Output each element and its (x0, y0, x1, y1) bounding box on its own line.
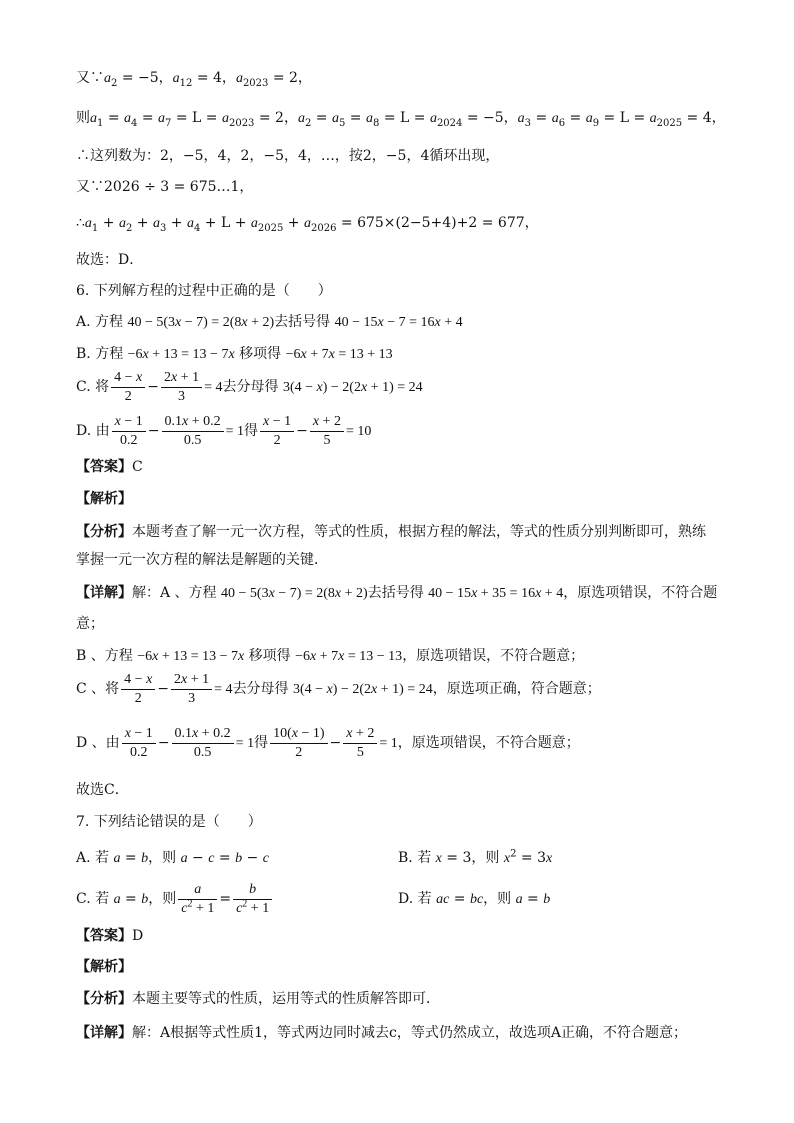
xiangjie-d: D 、由 $\frac{x - 1}{0.2}$ − $\frac{0.1x + 0.2}{0.5}$ = 1得 $\frac{10(x - 1)}{2}$ − $\frac{x + 2}{5}$ = 1，原选项错误，不符合题意； (76, 722, 580, 765)
line-content (398, 889, 409, 909)
line-content (398, 848, 409, 868)
xiangjie-text: 解：A根据等式性质1，等式两边同时减去c，等式仍然成立，故选项A正确，不符合题意； (132, 1025, 687, 1041)
fenxi-text: 本题考查了解一元一次方程，等式的性质，根据方程的解法，等式的性质分别判断即可，熟练 (132, 524, 706, 540)
line-content (76, 312, 109, 332)
fenxi-tag: 【分析】 (76, 524, 132, 540)
fenxi-line (76, 989, 440, 1009)
text-line: 则$a_1 = a_4 = a_7 = L = a_{2023} = 2$，$a_2 = a_5 = a_8 = L = a_{2024} = -5$，$a_3 = a_6 = a_9 = L = a_{2025} = 4$， (76, 110, 726, 129)
line-content (76, 108, 122, 128)
text-line: $\therefore a_1 + a_2 + a_3 + a_4 + L + a_{2025} + a_{2026} = 675\times(2-5+4)+2 = 677$， (76, 215, 539, 234)
xiangjie-b: B 、方程 −6x + 13 = 13 − 7x 移项得 −6x + 7x = 13 − 13，原选项错误，不符合题意； (76, 648, 585, 664)
line-content (76, 213, 109, 233)
option-d: D. 由 $\frac{x - 1}{0.2}$ − $\frac{0.1x + 0.2}{0.5}$ = 1得 $\frac{x - 1}{2}$ − $\frac{x + 2}{5}$ = 10 (76, 410, 371, 453)
question-stem: 7. 下列结论错误的是（ ） (76, 814, 262, 830)
option-b: B. 方程 −6x + 13 = 13 − 7x 移项得 −6x + 7x = 13 + 13 (76, 346, 393, 362)
line-content (76, 878, 93, 920)
line-content (76, 344, 103, 364)
xiangjie-line: 【详解】 解：A 、方程 40 − 5(3x − 7) = 2(8x + 2)去括号得 40 − 15x + 35 = 16x + 4，原选项错误，不符合题 (76, 585, 718, 601)
option-a: A. 方程 40 − 5(3x − 7) = 2(8x + 2)去括号得 40 − 15x − 7 = 16x + 4 (76, 314, 463, 330)
text-line: 故选：D． (76, 252, 144, 268)
fenxi-line (76, 522, 706, 542)
answer-tag: 【答案】 (76, 459, 132, 475)
option-a: A. 若 a = b，则 a − c = b − c (76, 850, 269, 866)
xiangjie-line (76, 1023, 687, 1043)
line-content (76, 646, 116, 666)
answer-line (76, 457, 143, 477)
xiangjie-line-2: 意； (76, 616, 104, 632)
answer-line (76, 926, 143, 946)
option-b: B. 若 x = 3，则 $x^2 = 3x$ (398, 848, 553, 866)
xiangjie-tag: 【详解】 (76, 1025, 132, 1041)
option-c: C. 将 $\frac{4 - x}{2}$ − $\frac{2x + 1}{3}$ = 4去分母得 3(4 − x) − 2(2x + 1) = 24 (76, 366, 423, 409)
line-content (76, 722, 121, 764)
question-stem: 6. 下列解方程的过程中正确的是（ ） (76, 283, 332, 299)
text-line: ∴这列数为：2，−5，4，2，−5，4，…，按2，−5，4循环出现， (76, 148, 500, 164)
text-line: 又∵2026 ÷ 3 = 675…1， (76, 179, 254, 195)
fenxi-tag: 【分析】 (76, 991, 132, 1007)
answer-value: D (132, 928, 144, 944)
option-d: D. 若 ac = bc，则 a = b (398, 891, 551, 907)
conclusion: 故选C． (76, 782, 129, 798)
line-content (76, 668, 118, 710)
fenxi-text: 本题主要等式的性质，运用等式的性质解答即可． (132, 991, 440, 1007)
line-content (76, 410, 107, 452)
answer-tag: 【答案】 (76, 928, 132, 944)
analysis-tag: 【解析】 (76, 959, 132, 975)
line-content (76, 366, 105, 408)
text-line: 又$\because a_2 = -5$，$a_{12} = 4$，$a_{2023} = 2$， (76, 70, 312, 89)
analysis-tag: 【解析】 (76, 491, 132, 507)
answer-value: C (132, 459, 143, 475)
xiangjie-tag: 【详解】 (76, 585, 132, 601)
option-c: C. 若 a = b，则 $\frac{a}{c^2 + 1}$ = $\frac{b}{c^2 + 1}$ (76, 878, 274, 921)
line-content (76, 848, 90, 868)
xiangjie-c: C 、将 $\frac{4 - x}{2}$ − $\frac{2x + 1}{3}$ = 4去分母得 3(4 − x) − 2(2x + 1) = 24，原选项正确，符合题意； (76, 668, 601, 711)
line-content (76, 583, 123, 603)
fenxi-line-2: 掌握一元一次方程的解法是解题的关键． (76, 552, 328, 568)
line-content (76, 68, 93, 88)
